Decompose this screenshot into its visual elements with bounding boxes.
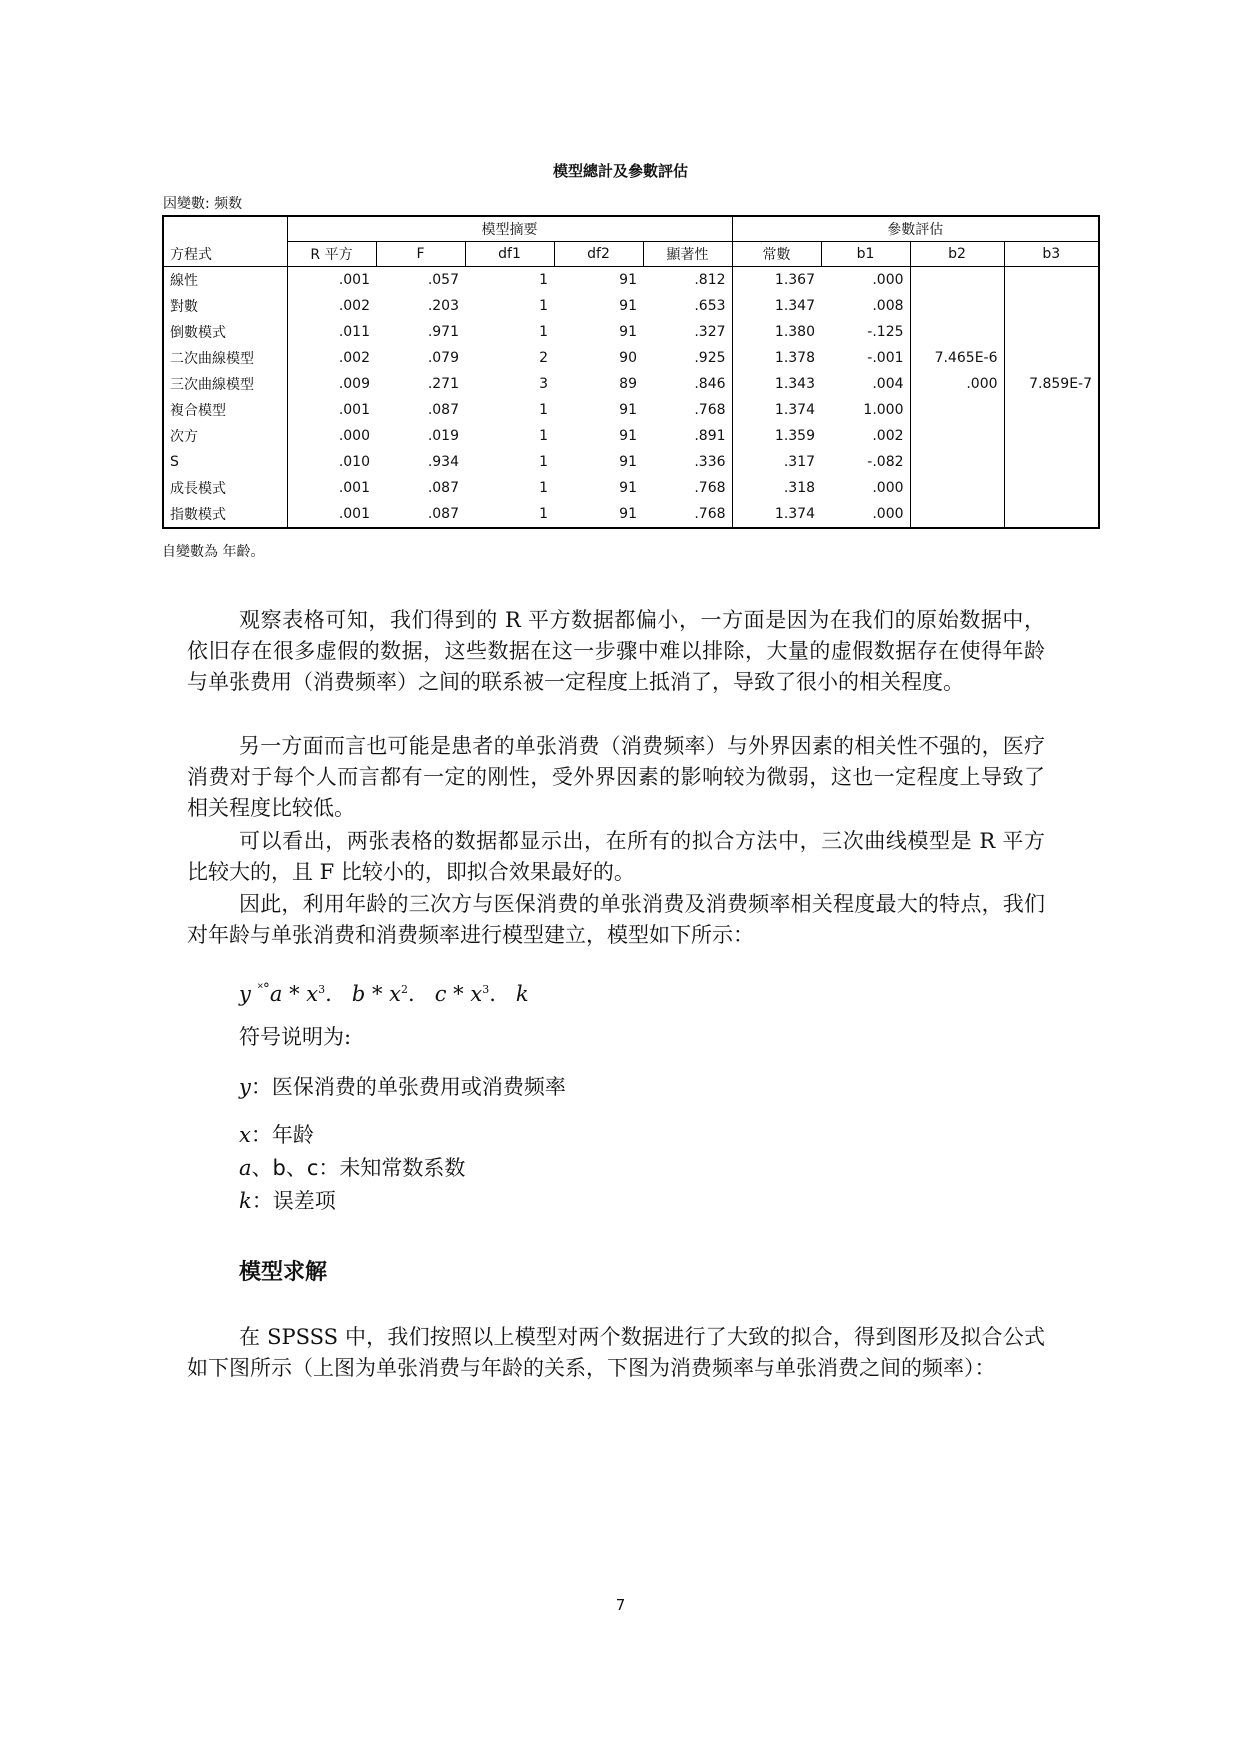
row-label: 倒數模式 <box>163 319 287 345</box>
table-cell: 2 <box>539 350 548 366</box>
table-cell: 1 <box>465 501 554 528</box>
formula-term-b: b * x <box>351 982 401 1006</box>
table-cell <box>1004 475 1099 501</box>
paragraph-5: 在 SPSSS 中，我们按照以上模型对两个数据进行了大致的拟合，得到图形及拟合公式如下图所示（上图为单张消费与年龄的关系，下图为消费频率与单张消费之间的频率）： <box>187 1325 1045 1380</box>
table-cell: 91 <box>619 324 637 340</box>
table-cell: 1 <box>539 480 548 496</box>
paragraph-4: 因此，利用年龄的三次方与医保消费的单张消费及消费频率相关程度最大的特点，我们对年龄与单张消费和消费频率进行模型建立，模型如下所示： <box>187 892 1045 947</box>
formula-sep: . <box>408 982 415 1006</box>
table-footnote: 自變數為 年齡。 <box>162 544 265 560</box>
table-cell <box>1004 423 1099 449</box>
symbol-k-name: k <box>239 1189 252 1213</box>
symbol-y-name: y <box>239 1075 251 1099</box>
table-cell: 1 <box>539 324 548 340</box>
table-cell: 1 <box>539 428 548 444</box>
page-number: 7 <box>615 1596 626 1614</box>
column-header: F <box>376 242 465 267</box>
row-label: 三次曲線模型 <box>163 371 287 397</box>
table-cell: .008 <box>821 293 910 319</box>
row-label: 二次曲線模型 <box>163 345 287 371</box>
symbol-a-name: a <box>239 1156 252 1180</box>
table-row <box>163 475 1099 501</box>
paragraph-2: 另一方面而言也可能是患者的单张消费（消费频率）与外界因素的相关性不强的，医疗消费对于每个人而言都有一定的刚性，受外界因素的影响较为微弱，这也一定程度上导致了相关程度比较低。 <box>187 734 1045 820</box>
table-cell: .812 <box>643 267 732 294</box>
table-row <box>163 371 1099 397</box>
table-cell: .934 <box>427 454 459 470</box>
table-cell <box>910 449 1004 475</box>
table-cell: 1.374 <box>774 402 816 418</box>
model-summary-table <box>162 215 1100 529</box>
table-cell: .768 <box>643 501 732 528</box>
table-cell: .000 <box>821 267 910 294</box>
table-cell: 1.343 <box>774 376 816 392</box>
table-cell: .057 <box>427 272 459 288</box>
table-cell: .087 <box>427 480 459 496</box>
table-cell: 1 <box>539 454 548 470</box>
row-label: 指數模式 <box>163 501 287 528</box>
table-cell: 1 <box>539 298 548 314</box>
table-cell: 3 <box>539 376 548 392</box>
table-cell: 91 <box>619 454 637 470</box>
model-formula <box>239 974 529 1009</box>
table-cell: .000 <box>821 501 910 528</box>
table-cell: .079 <box>427 350 459 366</box>
table-cell: .002 <box>338 350 370 366</box>
table-cell: 90 <box>619 350 637 366</box>
table-cell: .011 <box>338 324 370 340</box>
row-label: 對數 <box>163 293 287 319</box>
equation-header: 方程式 <box>163 242 287 267</box>
table-cell: .653 <box>643 293 732 319</box>
table-cell: .010 <box>338 454 370 470</box>
table-row <box>163 319 1099 345</box>
symbol-abc-desc: ：未知常数系数 <box>318 1156 466 1180</box>
table-cell: .001 <box>338 272 370 288</box>
row-label: 複合模型 <box>163 397 287 423</box>
symbols-intro: 符号说明为: <box>239 1025 352 1049</box>
paragraph-1: 观察表格可知，我们得到的 R 平方数据都偏小，一方面是因为在我们的原始数据中，依旧存在很多虚假的数据，这些数据在这一步骤中难以排除，大量的虚假数据存在使得年龄与单张费用（消费频率）之间的联系被一定程度上抵消了，导致了很小的相关程度。 <box>187 608 1045 694</box>
table-cell: .000 <box>338 428 370 444</box>
formula-exp-c: 3 <box>482 983 490 996</box>
column-header: 顯著性 <box>643 242 732 267</box>
table-cell: .087 <box>376 501 465 528</box>
symbol-abc <box>239 1153 465 1183</box>
table-cell <box>1004 319 1099 345</box>
group-header-summary: 模型摘要 <box>287 216 732 242</box>
table-cell: .925 <box>643 345 732 371</box>
table-cell: 1.347 <box>774 298 816 314</box>
formula-term-a: a * x <box>269 982 319 1006</box>
table-cell: 91 <box>619 428 637 444</box>
table-cell: 91 <box>619 272 637 288</box>
table-cell <box>1004 293 1099 319</box>
table-cell: 1.000 <box>821 397 910 423</box>
table-cell: -.082 <box>821 449 910 475</box>
table-row <box>163 345 1099 371</box>
symbol-k-desc: ：误差项 <box>251 1189 336 1213</box>
column-header: 常數 <box>732 242 821 267</box>
column-header: R 平方 <box>287 242 376 267</box>
table-cell <box>910 319 1004 345</box>
table-cell: .002 <box>338 298 370 314</box>
table-cell <box>910 501 1004 528</box>
table-cell: -.001 <box>821 345 910 371</box>
table-row <box>163 267 1099 294</box>
table-cell <box>910 267 1004 294</box>
formula-eq-glyph: ˟° <box>257 981 270 997</box>
symbol-x <box>239 1120 314 1150</box>
formula-exp-a: 3 <box>318 983 326 996</box>
column-header: b3 <box>1004 242 1099 267</box>
symbol-y-desc: ：医保消费的单张费用或消费频率 <box>250 1075 566 1099</box>
table-row <box>163 397 1099 423</box>
table-cell: .318 <box>783 480 816 496</box>
table-cell: .001 <box>287 501 376 528</box>
formula-sep: . <box>325 982 332 1006</box>
table-cell: 89 <box>619 376 637 392</box>
table-row <box>163 501 1099 528</box>
table-cell <box>1004 397 1099 423</box>
table-cell: .203 <box>427 298 459 314</box>
table-cell: 1.374 <box>732 501 821 528</box>
row-label: 成長模式 <box>163 475 287 501</box>
table-cell: .009 <box>338 376 370 392</box>
symbol-x-desc: ：年龄 <box>250 1123 314 1147</box>
table-cell: .000 <box>910 371 1004 397</box>
formula-sep: . <box>489 982 496 1006</box>
table-cell: .002 <box>821 423 910 449</box>
table-cell <box>1004 345 1099 371</box>
row-label: 線性 <box>163 267 287 294</box>
table-cell: .768 <box>643 475 732 501</box>
table-cell: .336 <box>643 449 732 475</box>
table-cell <box>910 475 1004 501</box>
column-header: b1 <box>821 242 910 267</box>
table-cell: .271 <box>427 376 459 392</box>
group-header-params: 參數評估 <box>732 216 1099 242</box>
table-cell: 1.380 <box>774 324 816 340</box>
table-cell <box>1004 267 1099 294</box>
symbol-y <box>239 1072 566 1102</box>
row-label: S <box>163 449 287 475</box>
table-cell: -.125 <box>821 319 910 345</box>
table-cell: 1 <box>539 272 548 288</box>
table-row <box>163 423 1099 449</box>
table-cell <box>910 423 1004 449</box>
table-cell: .327 <box>643 319 732 345</box>
table-cell: 1.359 <box>774 428 816 444</box>
column-header: b2 <box>910 242 1004 267</box>
dependent-variable-label: 因變數: 频数 <box>163 196 243 212</box>
table-cell: 91 <box>619 402 637 418</box>
row-label: 次方 <box>163 423 287 449</box>
table-cell <box>1004 449 1099 475</box>
table-cell: 91 <box>554 501 643 528</box>
table-cell: .317 <box>783 454 816 470</box>
section-heading: 模型求解 <box>239 1260 328 1285</box>
symbol-x-name: x <box>239 1123 251 1147</box>
formula-k: k <box>515 982 529 1006</box>
table-cell: .001 <box>338 480 370 496</box>
column-header: df2 <box>554 242 643 267</box>
symbol-k <box>239 1186 336 1216</box>
table-cell <box>910 293 1004 319</box>
table-cell: .846 <box>643 371 732 397</box>
table-cell: .001 <box>338 402 370 418</box>
table-cell: 91 <box>619 298 637 314</box>
paragraph-3: 可以看出，两张表格的数据都显示出，在所有的拟合方法中，三次曲线模型是 R 平方比较大的，且 F 比较小的，即拟合效果最好的。 <box>187 829 1045 884</box>
table-cell: .087 <box>427 402 459 418</box>
table-cell: 1.367 <box>774 272 816 288</box>
table-cell: .000 <box>821 475 910 501</box>
table-cell: .971 <box>427 324 459 340</box>
formula-y: y <box>239 982 251 1006</box>
table-cell: 1 <box>539 402 548 418</box>
table-cell: 7.465E-6 <box>910 345 1004 371</box>
column-header: df1 <box>465 242 554 267</box>
table-cell <box>1004 501 1099 528</box>
table-cell: 7.859E-7 <box>1004 371 1099 397</box>
table-row <box>163 449 1099 475</box>
table-cell: 91 <box>619 480 637 496</box>
table-cell: .004 <box>821 371 910 397</box>
formula-term-c: c * x <box>434 982 483 1006</box>
table-cell: .891 <box>643 423 732 449</box>
table-cell: .019 <box>427 428 459 444</box>
table-cell: 1.378 <box>774 350 816 366</box>
table-cell: .768 <box>643 397 732 423</box>
table-cell <box>910 397 1004 423</box>
table-title: 模型總計及參數評估 <box>552 162 688 180</box>
formula-exp-b: 2 <box>401 983 408 996</box>
symbol-bc-names: 、b、c <box>251 1156 319 1180</box>
table-row <box>163 293 1099 319</box>
